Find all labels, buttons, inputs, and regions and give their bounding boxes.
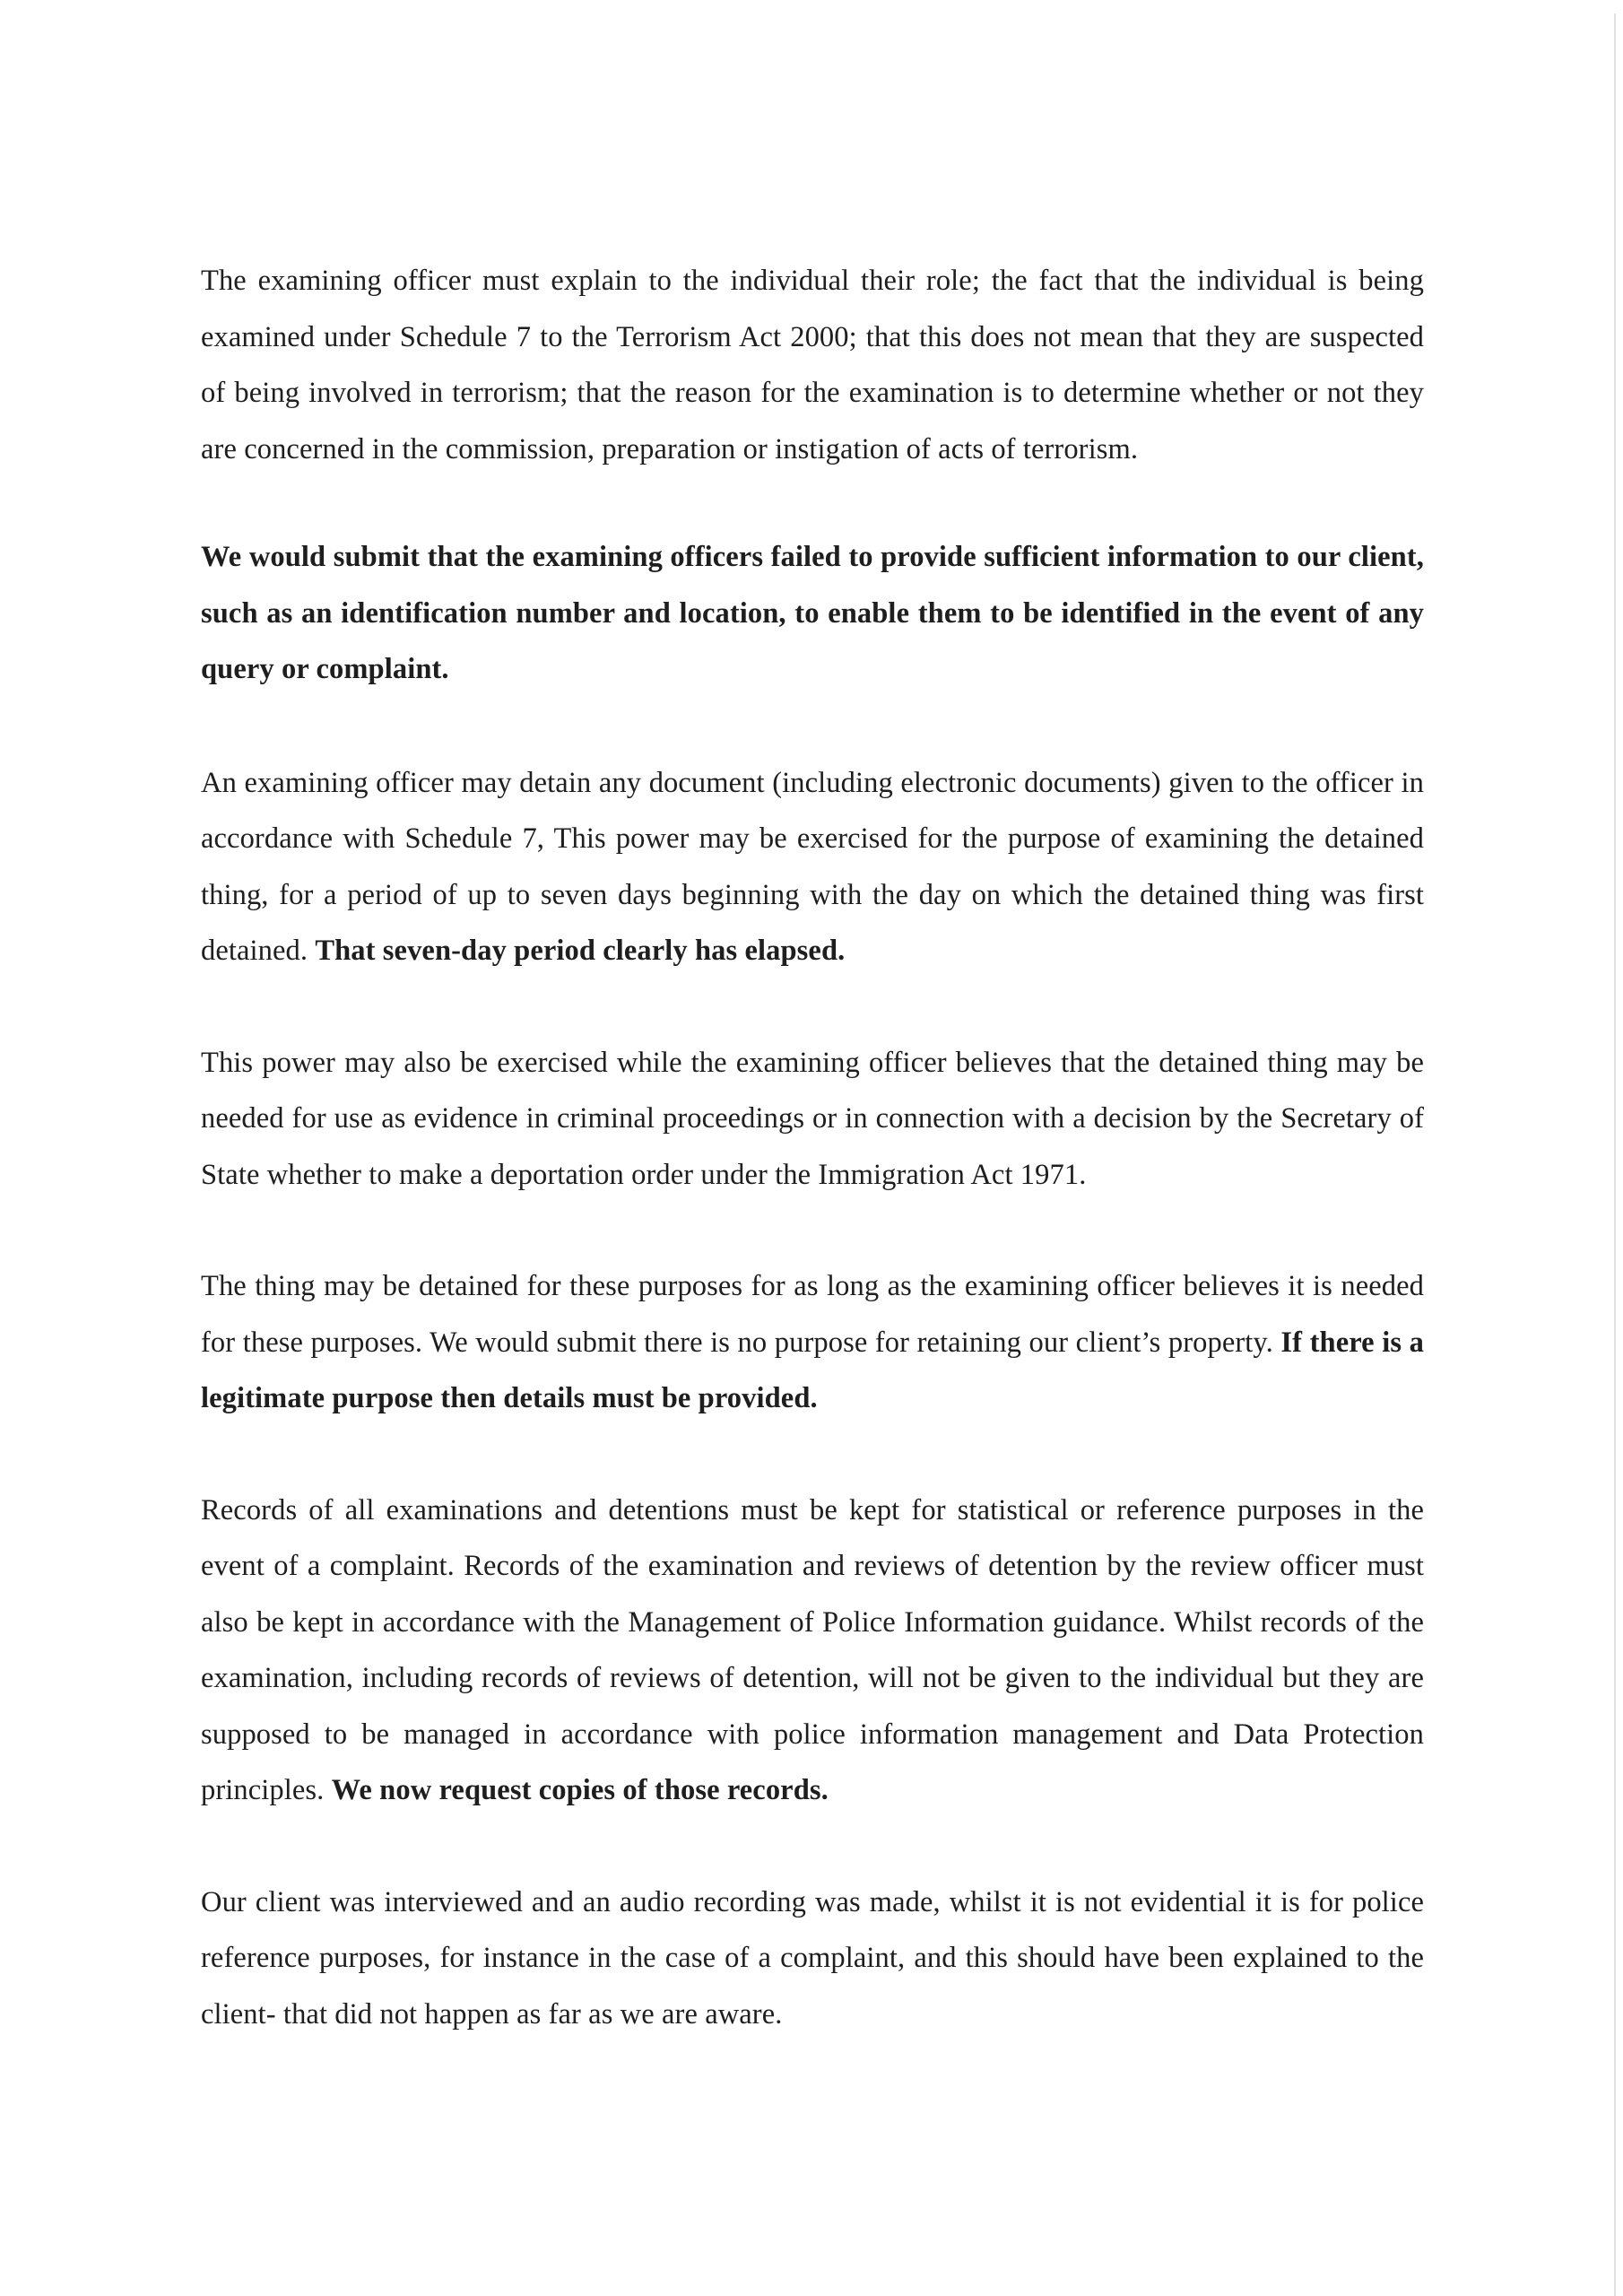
paragraph-evidence-use [201, 1035, 1424, 1204]
paragraph-retention-purpose [201, 1258, 1424, 1427]
paragraph-bold-text: We would submit that the examining officers failed to provide sufficient information to our client, such as an identification number and location, to enable them to be identified in the event of any query or complaint. [201, 541, 1424, 685]
paragraph-detain-documents [201, 755, 1424, 979]
paragraph-text: The examining officer must explain to the individual their role; the fact that the individual is being examined under Schedule 7 to the Terrorism Act 2000; that this does not mean that they are suspected of being involved in terrorism; that the reason for the examination is to determine whether or not they are concerned in the commission, preparation or instigation of acts of terrorism. [201, 265, 1424, 465]
paragraph-bold-text: That seven-day period clearly has elapsed. [315, 935, 846, 967]
paragraph-text: This power may also be exercised while the examining officer believes that the detained thing may be needed for use as evidence in criminal proceedings or in connection with a decision by the Secretary of State whether to make a deportation order under the Immigration Act 1971. [201, 1046, 1424, 1191]
paragraph-audio-recording [201, 1874, 1424, 2043]
paragraph-records-request [201, 1483, 1424, 1819]
paragraph-text: Our client was interviewed and an audio recording was made, whilst it is not evidential it is for police reference purposes, for instance in the case of a complaint, and this should have been explained to the client- that did not happen as far as we are aware. [201, 1885, 1424, 2031]
document-body [201, 253, 1424, 2098]
paragraph-bold-text: We now request copies of those records. [331, 1774, 829, 1806]
paragraph-officer-role [201, 253, 1424, 477]
scan-edge-line [1614, 13, 1616, 2296]
paragraph-text: An examining officer may detain any document (including electronic documents) given to the officer in accordance with Schedule 7, This power may be exercised for the purpose of examining the detained thing, for a period of up to seven days beginning with the day on which the detained thing was first detained. [201, 766, 1424, 967]
paragraph-bold-text: If there is a legitimate purpose then details must be provided. [201, 1326, 1424, 1414]
paragraph-text: The thing may be detained for these purposes for as long as the examining officer believes it is needed for these purposes. We would submit there is no purpose for retaining our client’s property. [201, 1270, 1424, 1359]
paragraph-text: Records of all examinations and detentions must be kept for statistical or reference purposes in the event of a complaint. Records of the examination and reviews of detention by the review officer must also be kept in accordance with the Management of Police Information guidance. Whilst records of the examination, including records of reviews of detention, will not be given to the individual but they are supposed to be managed in accordance with police information management and Data Protection principles. [201, 1493, 1424, 1806]
paragraph-identification-submission [201, 529, 1424, 698]
